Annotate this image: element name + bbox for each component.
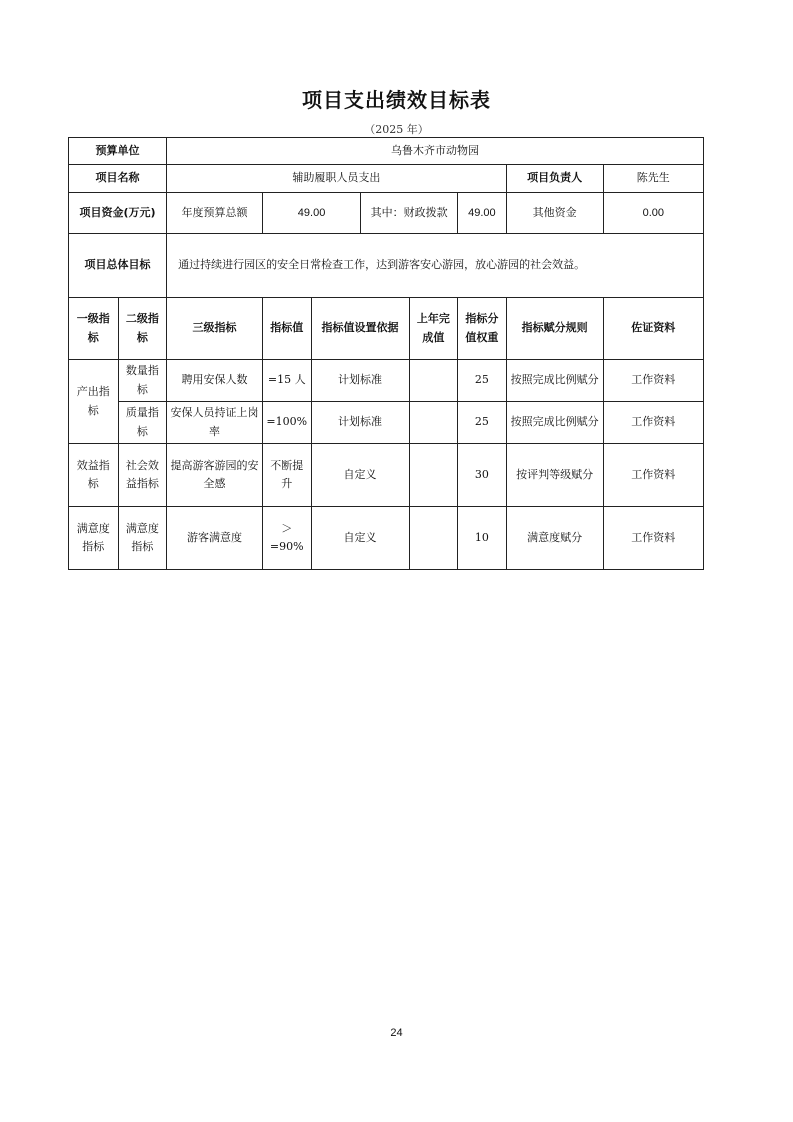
group-output: 产出指标 xyxy=(69,360,119,444)
project-funds-row xyxy=(69,193,704,234)
page-number: 24 xyxy=(390,1027,403,1039)
weight-cell: 30 xyxy=(458,444,507,507)
header-rule: 指标赋分规则 xyxy=(506,298,603,360)
project-name-label: 项目名称 xyxy=(69,165,167,193)
value-cell: ＞=90% xyxy=(263,507,312,570)
document-year: （2025 年） xyxy=(364,123,429,136)
goal-value: 通过持续进行园区的安全日常检查工作，达到游客安心游园，放心游园的社会效益。 xyxy=(167,234,704,298)
rule-cell: 按照完成比例赋分 xyxy=(506,402,603,444)
value-cell: 不断提升 xyxy=(263,444,312,507)
evidence-cell: 工作资料 xyxy=(603,402,703,444)
goal-label: 项目总体目标 xyxy=(69,234,167,298)
other-funds-label: 其他资金 xyxy=(506,193,603,234)
header-value: 指标值 xyxy=(263,298,312,360)
rule-cell: 满意度赋分 xyxy=(506,507,603,570)
group-satisfaction: 满意度指标 xyxy=(69,507,119,570)
indicator-header-row xyxy=(69,298,704,360)
budget-unit-row xyxy=(69,138,704,165)
document-title: 项目支出绩效目标表 xyxy=(302,88,491,112)
level3-cell: 提高游客游园的安全感 xyxy=(167,444,263,507)
funds-label: 项目资金(万元) xyxy=(69,193,167,234)
performance-target-table xyxy=(68,137,704,570)
header-basis: 指标值设置依据 xyxy=(311,298,409,360)
fiscal-value: 49.00 xyxy=(458,193,507,234)
group-benefit: 效益指标 xyxy=(69,444,119,507)
annual-budget-value: 49.00 xyxy=(263,193,361,234)
last-year-cell xyxy=(409,507,458,570)
value-cell: =15 人 xyxy=(263,360,312,402)
budget-unit-value: 乌鲁木齐市动物园 xyxy=(167,138,704,165)
weight-cell: 25 xyxy=(458,360,507,402)
level3-cell: 游客满意度 xyxy=(167,507,263,570)
level3-cell: 安保人员持证上岗率 xyxy=(167,402,263,444)
header-last-year: 上年完成值 xyxy=(409,298,458,360)
basis-cell: 计划标准 xyxy=(311,402,409,444)
project-lead-value: 陈先生 xyxy=(603,165,703,193)
last-year-cell xyxy=(409,360,458,402)
weight-cell: 25 xyxy=(458,402,507,444)
table-row xyxy=(69,507,704,570)
header-weight: 指标分值权重 xyxy=(458,298,507,360)
level2-cell: 质量指标 xyxy=(118,402,167,444)
project-lead-label: 项目负责人 xyxy=(506,165,603,193)
header-level2: 二级指标 xyxy=(118,298,167,360)
rule-cell: 按评判等级赋分 xyxy=(506,444,603,507)
project-name-row xyxy=(69,165,704,193)
header-level3: 三级指标 xyxy=(167,298,263,360)
table-row xyxy=(69,360,704,402)
fiscal-label: 其中：财政拨款 xyxy=(361,193,458,234)
basis-cell: 计划标准 xyxy=(311,360,409,402)
budget-unit-label: 预算单位 xyxy=(69,138,167,165)
weight-cell: 10 xyxy=(458,507,507,570)
project-goal-row xyxy=(69,234,704,298)
annual-budget-label: 年度预算总额 xyxy=(167,193,263,234)
other-funds-value: 0.00 xyxy=(603,193,703,234)
level3-cell: 聘用安保人数 xyxy=(167,360,263,402)
project-name-value: 辅助履职人员支出 xyxy=(167,165,507,193)
header-level1: 一级指标 xyxy=(69,298,119,360)
evidence-cell: 工作资料 xyxy=(603,507,703,570)
level2-cell: 数量指标 xyxy=(118,360,167,402)
level2-cell: 满意度指标 xyxy=(118,507,167,570)
value-cell: =100% xyxy=(263,402,312,444)
level2-cell: 社会效益指标 xyxy=(118,444,167,507)
basis-cell: 自定义 xyxy=(311,507,409,570)
header-evidence: 佐证资料 xyxy=(603,298,703,360)
rule-cell: 按照完成比例赋分 xyxy=(506,360,603,402)
last-year-cell xyxy=(409,444,458,507)
last-year-cell xyxy=(409,402,458,444)
table-row xyxy=(69,444,704,507)
evidence-cell: 工作资料 xyxy=(603,360,703,402)
basis-cell: 自定义 xyxy=(311,444,409,507)
evidence-cell: 工作资料 xyxy=(603,444,703,507)
table-row xyxy=(69,402,704,444)
